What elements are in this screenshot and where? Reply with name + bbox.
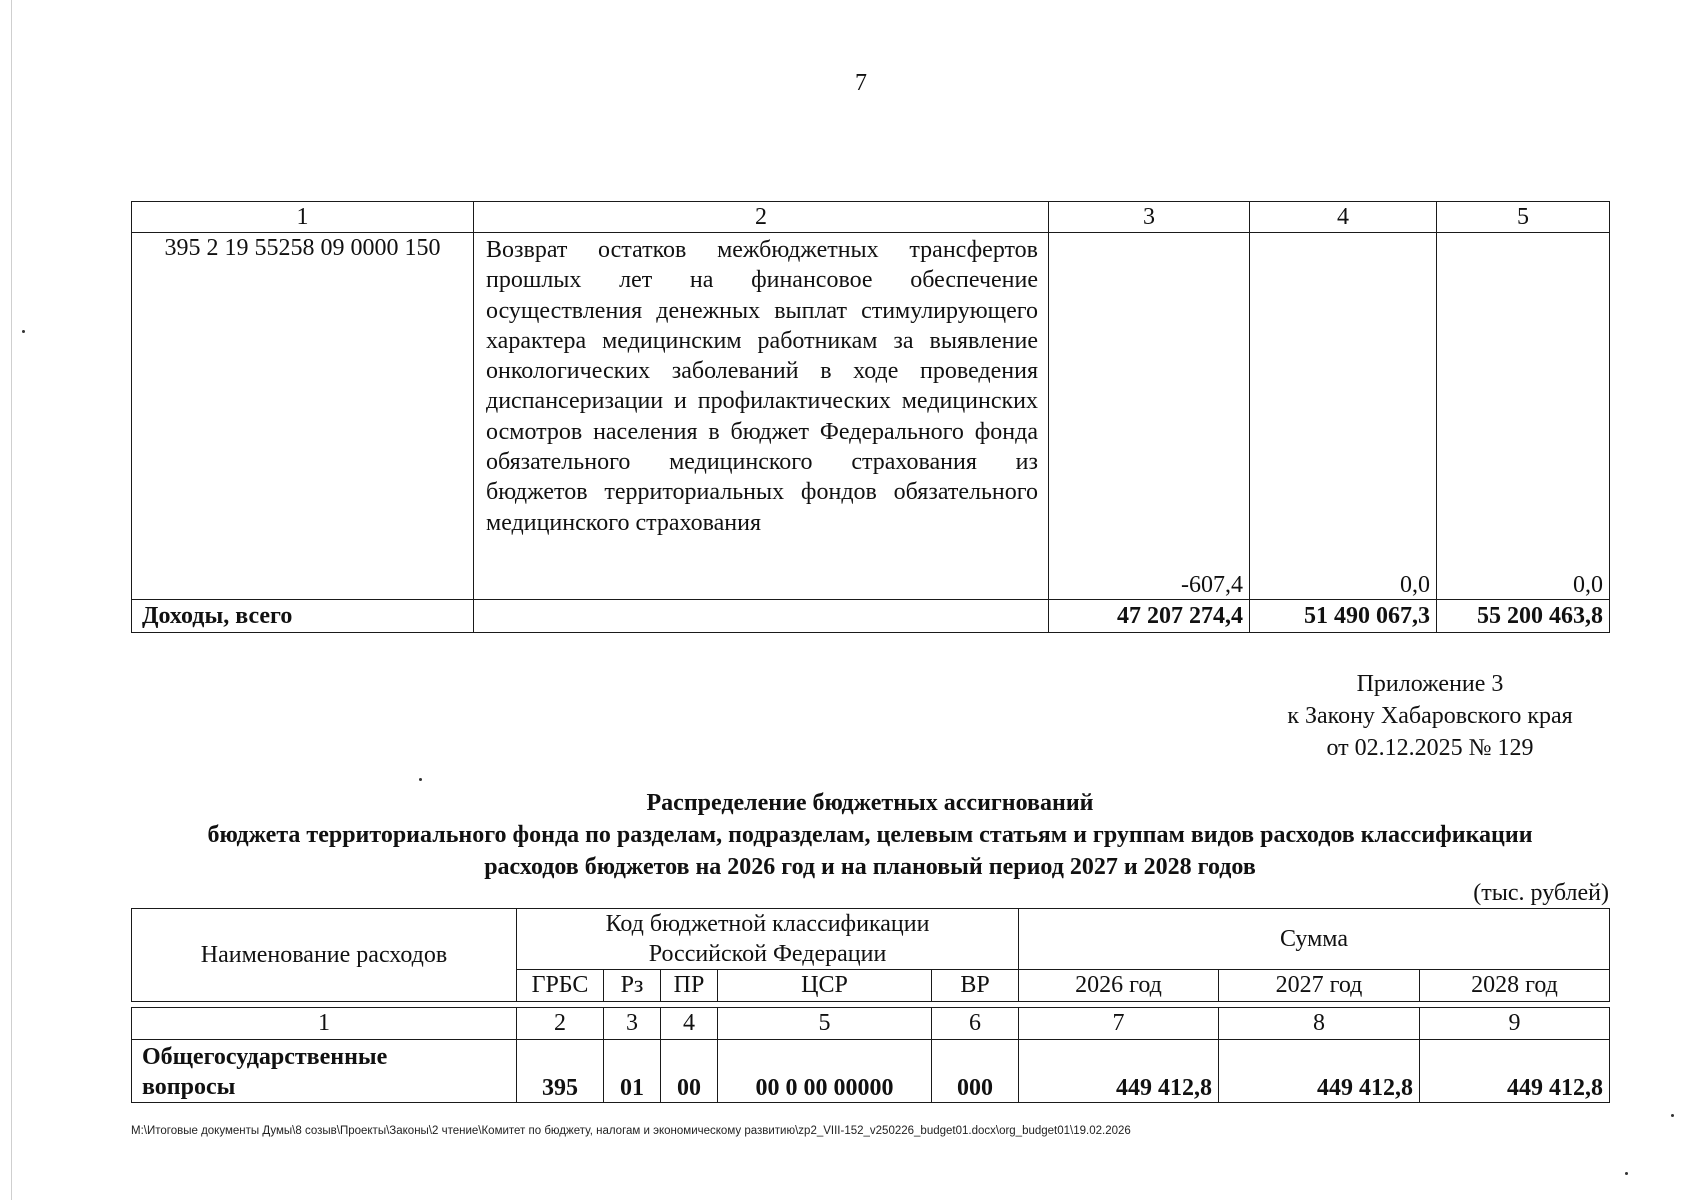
header-cell: 4 <box>1250 202 1437 233</box>
grbs-cell: 395 <box>517 1040 604 1103</box>
appendix-line: Приложение 3 <box>1356 671 1504 697</box>
csr-cell: 00 0 00 00000 <box>718 1040 932 1103</box>
column-number: 2 <box>517 1008 604 1040</box>
description-cell: Возврат остатков межбюджетных трансфертов прошлых лет на финансовое обеспечение осуществления денежных выплат стимулирующего характера медицинским работникам за выявление онкологических заболеваний в ходе проведения диспансеризации и профилактических медицинских осмотров населения в бюджет Федерального фонда обязательного медицинского страхования из бюджетов территориальных фондов обязательного медицинского страхования <box>474 233 1049 600</box>
year-2026-header: 2026 год <box>1019 970 1219 1002</box>
total-label: Доходы, всего <box>132 600 474 633</box>
appendix-line: к Закону Хабаровского края <box>1287 703 1573 729</box>
title-line: Распределение бюджетных ассигнований <box>646 790 1094 816</box>
scan-speck <box>22 330 25 333</box>
expense-name-cell <box>132 1040 517 1103</box>
column-number: 7 <box>1019 1008 1219 1040</box>
appendix-reference <box>1240 668 1620 764</box>
csr-header: ЦСР <box>718 970 932 1002</box>
header-cell: 5 <box>1437 202 1610 233</box>
allocation-header-row <box>132 909 1610 970</box>
scan-edge-line <box>11 0 12 1200</box>
header-cell: 3 <box>1049 202 1250 233</box>
expense-name-line: Общегосударственные <box>142 1044 388 1070</box>
title-line: расходов бюджетов на 2026 год и на плановый период 2027 и 2028 годов <box>484 854 1256 880</box>
vr-header: ВР <box>932 970 1019 1002</box>
rz-cell: 01 <box>604 1040 661 1103</box>
title-line: бюджета территориального фонда по разделам, подразделам, целевым статьям и группам видов расходов классификации <box>207 822 1533 848</box>
column-number: 9 <box>1420 1008 1610 1040</box>
year-2028-header: 2028 год <box>1420 970 1610 1002</box>
column-number: 4 <box>661 1008 718 1040</box>
allocation-table <box>131 908 1610 1103</box>
scan-speck <box>1625 1172 1628 1175</box>
name-column-header: Наименование расходов <box>132 909 517 1002</box>
vr-cell: 000 <box>932 1040 1019 1103</box>
header-cell: 2 <box>474 202 1049 233</box>
expense-name-line: вопросы <box>142 1074 236 1100</box>
pr-header: ПР <box>661 970 718 1002</box>
amount-2026-cell: 449 412,8 <box>1019 1040 1219 1103</box>
code-group-header <box>517 909 1019 970</box>
table-row <box>132 1040 1610 1103</box>
total-2027-cell: 51 490 067,3 <box>1250 600 1437 633</box>
amount-2028-cell: 0,0 <box>1437 233 1610 600</box>
pr-cell: 00 <box>661 1040 718 1103</box>
revenue-table-header-row <box>132 202 1610 233</box>
code-group-line: Российской Федерации <box>648 941 887 967</box>
sum-header: Сумма <box>1019 909 1610 970</box>
total-2028-cell: 55 200 463,8 <box>1437 600 1610 633</box>
page-number: 7 <box>855 70 867 96</box>
header-cell: 1 <box>132 202 474 233</box>
column-number: 3 <box>604 1008 661 1040</box>
units-label: (тыс. рублей) <box>1473 880 1609 906</box>
file-path-footer: M:\Итоговые документы Думы\8 созыв\Проекты\Законы\2 чтение\Комитет по бюджету, налогам и экономическому развитию\zp2_VIII-152_v250226_budget01.docx\org_budget01\19.02.2026 <box>131 1125 1131 1137</box>
code-group-line: Код бюджетной классификации <box>605 911 930 937</box>
amount-2028-cell: 449 412,8 <box>1420 1040 1610 1103</box>
column-number: 8 <box>1219 1008 1420 1040</box>
total-row <box>132 600 1610 633</box>
appendix-line: от 02.12.2025 № 129 <box>1326 735 1534 761</box>
table-row <box>132 233 1610 600</box>
scan-speck <box>419 778 422 781</box>
amount-2027-cell: 449 412,8 <box>1219 1040 1420 1103</box>
budget-code-cell: 395 2 19 55258 09 0000 150 <box>132 233 474 600</box>
revenue-table <box>131 201 1610 633</box>
amount-2026-cell: -607,4 <box>1049 233 1250 600</box>
grbs-header: ГРБС <box>517 970 604 1002</box>
total-empty-cell <box>474 600 1049 633</box>
column-number-row <box>132 1008 1610 1040</box>
column-number: 1 <box>132 1008 517 1040</box>
rz-header: Рз <box>604 970 661 1002</box>
column-number: 6 <box>932 1008 1019 1040</box>
scan-speck <box>1671 1114 1674 1117</box>
section-title <box>131 787 1609 883</box>
total-2026-cell: 47 207 274,4 <box>1049 600 1250 633</box>
amount-2027-cell: 0,0 <box>1250 233 1437 600</box>
column-number: 5 <box>718 1008 932 1040</box>
year-2027-header: 2027 год <box>1219 970 1420 1002</box>
